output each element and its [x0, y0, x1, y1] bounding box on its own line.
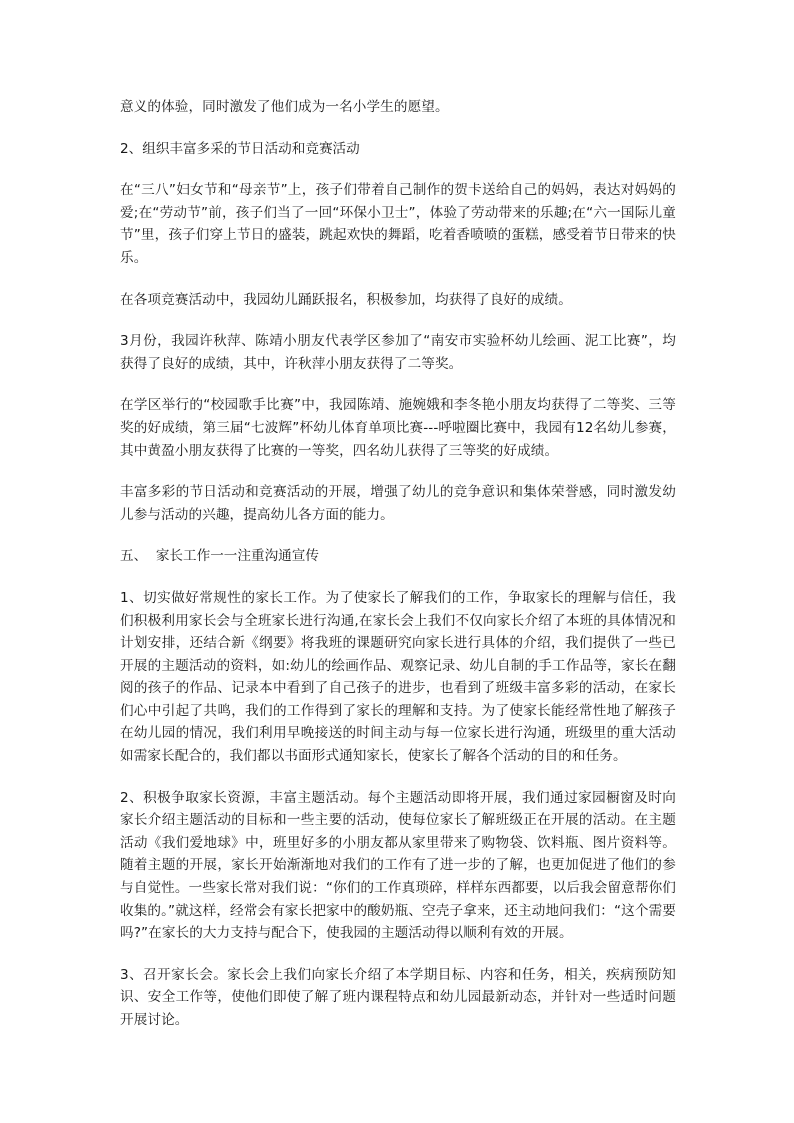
parent-work-paragraph-1: 1、切实做好常规性的家长工作。为了使家长了解我们的工作，争取家长的理解与信任，我们积极利用家长会与全班家长进行沟通,在家长会上我们不仅向家长介绍了本班的具体情况和计划安排，还结合新《纲要》将我班的课题研究向家长进行具体的介绍，我们提供了一些已开展的主题活动的资料，如:幼儿的绘画作品、观察记录、幼儿自制的手工作品等，家长在翻阅的孩子的作品、记录本中看到了自己孩子的进步，也看到了班级丰富多彩的活动，在家长们心中引起了共鸣，我们的工作得到了家长的理解和支持。为了使家长能经常性地了解孩子在幼儿园的情况，我们利用早晚接送的时间主动与每一位家长进行沟通，班级里的重大活动如需家长配合的，我们都以书面形式通知家长，使家长了解各个活动的目的和任务。	[120, 589, 676, 765]
activities-summary-paragraph: 丰富多彩的节日活动和竞赛活动的开展，增强了幼儿的竞争意识和集体荣誉感，同时激发幼儿参与活动的兴趣，提高幼儿各方面的能力。	[120, 484, 676, 523]
section-heading-parent-work: 五、 家长工作一一注重沟通宣传	[120, 548, 319, 565]
parent-work-paragraph-2: 2、积极争取家长资源，丰富主题活动。每个主题活动即将开展，我们通过家园橱窗及时向家长介绍主题活动的目标和一些主要的活动，使每位家长了解班级正在开展的活动。在主题活动《我们爱地球》中，班里好多的小朋友都从家里带来了购物袋、饮料瓶、图片资料等。随着主题的开展，家长开始渐渐地对我们的工作有了进一步的了解，也更加促进了他们的参与自觉性。一些家长常对我们说：“你们的工作真琐碎，样样东西都要，以后我会留意帮你们收集的。”就这样，经常会有家长把家中的酸奶瓶、空壳子拿来，还主动地问我们：“这个需要吗?”在家长的大力支持与配合下，使我园的主题活动得以顺利有效的开展。	[120, 789, 676, 942]
festivals-paragraph: 在“三八”妇女节和“母亲节”上，孩子们带着自己制作的贺卡送给自己的妈妈，表达对妈妈的爱;在“劳动节”前，孩子们当了一回“环保小卫士”，体验了劳动带来的乐趣;在“六一国际儿童节”里，孩子们穿上节日的盛装，跳起欢快的舞蹈，吃着香喷喷的蛋糕，感受着节日带来的快乐。	[120, 182, 676, 266]
parent-work-paragraph-3: 3、召开家长会。家长会上我们向家长介绍了本学期目标、内容和任务，相关，疾病预防知识、安全工作等，使他们即使了解了班内课程特点和幼儿园最新动态，并针对一些适时问题开展讨论。	[120, 966, 676, 1028]
singer-competition-paragraph: 在学区举行的“校园歌手比赛”中，我园陈靖、施婉娥和李冬艳小朋友均获得了二等奖、三等奖的好成绩，第三届“七波辉”杯幼儿体育单项比赛---呼啦圈比赛中，我园有12名幼儿参赛，其中黄盈小朋友获得了比赛的一等奖，四名幼儿获得了三等奖的好成绩。	[120, 397, 676, 459]
subsection-heading-festivals: 2、组织丰富多采的节日活动和竞赛活动	[120, 140, 360, 157]
document-body	[120, 96, 676, 1051]
competitions-paragraph: 在各项竞赛活动中，我园幼儿踊跃报名，积极参加，均获得了良好的成绩。	[120, 291, 572, 308]
march-competition-paragraph: 3月份，我园许秋萍、陈靖小朋友代表学区参加了“南安市实验杯幼儿绘画、泥工比赛”，均获得了良好的成绩，其中，许秋萍小朋友获得了二等奖。	[120, 333, 676, 372]
intro-paragraph: 意义的体验，同时激发了他们成为一名小学生的愿望。	[120, 99, 449, 115]
